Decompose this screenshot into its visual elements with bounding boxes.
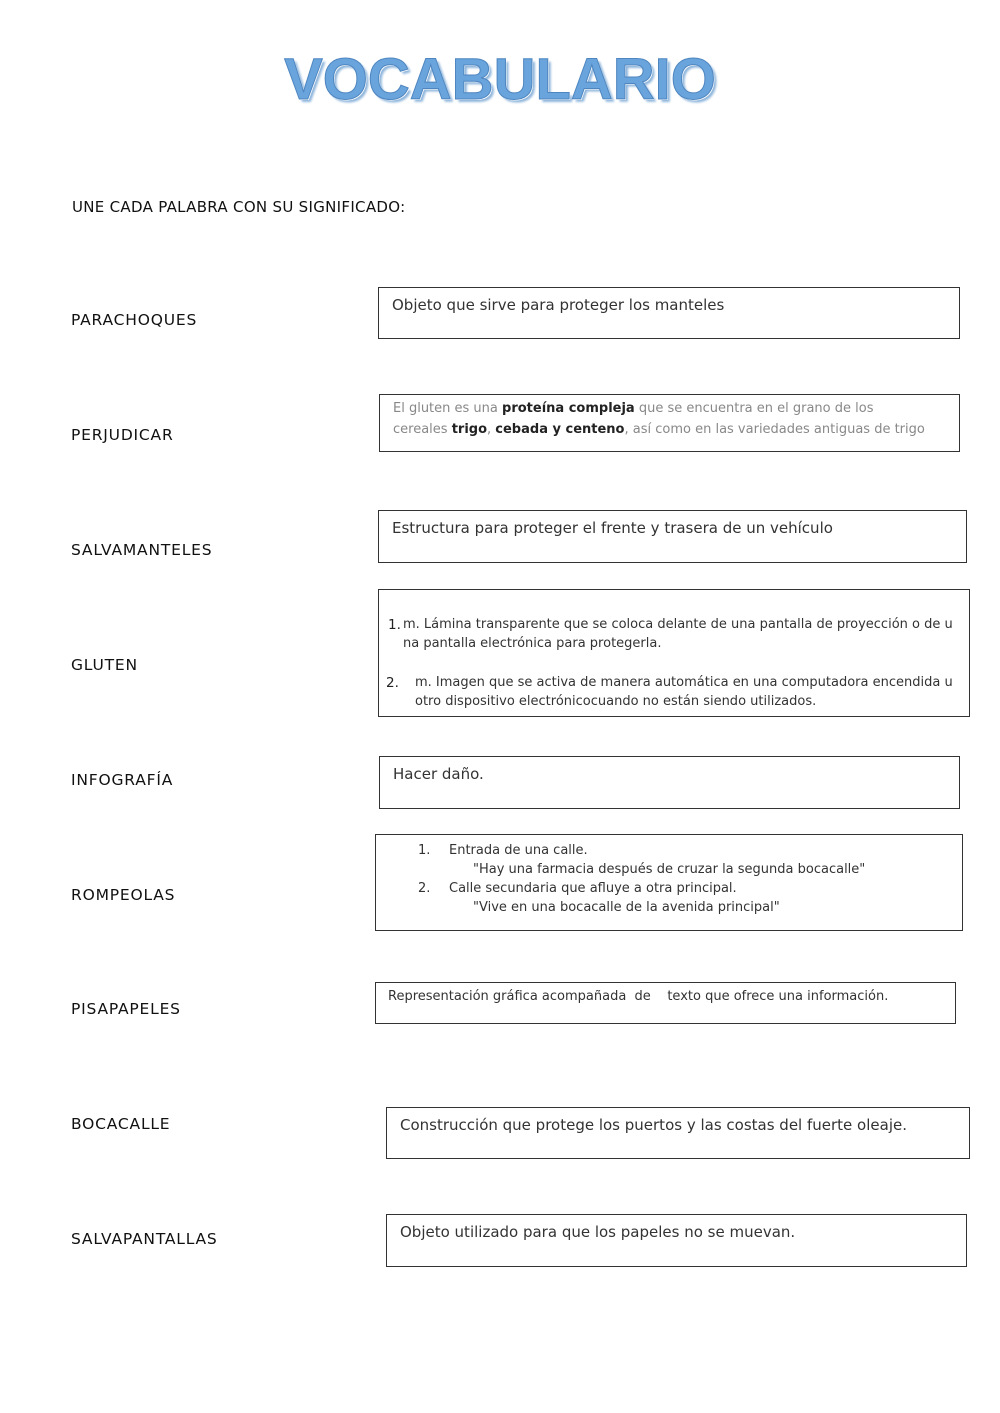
word-pisapapeles[interactable]: PISAPAPELES — [71, 1000, 181, 1018]
definition-box-3[interactable] — [378, 510, 967, 563]
definition-line: m. Lámina transparente que se coloca delante de una pantalla de proyección o de u — [403, 617, 953, 632]
definition-line: otro dispositivo electrónicocuando no están siendo utilizados. — [415, 694, 817, 709]
list-number: 2. — [418, 881, 431, 896]
word-gluten[interactable]: GLUTEN — [71, 656, 138, 674]
definition-line: El gluten es una proteína compleja que se encuentra en el grano de los — [393, 401, 874, 416]
definition-box-6[interactable] — [375, 834, 963, 931]
word-salvapantallas[interactable]: SALVAPANTALLAS — [71, 1230, 218, 1248]
definition-box-7[interactable] — [375, 982, 956, 1024]
word-rompeolas[interactable]: ROMPEOLAS — [71, 886, 176, 904]
definition-text: Objeto que sirve para proteger los manteles — [392, 296, 725, 314]
definition-text: Construcción que protege los puertos y las costas del fuerte oleaje. — [400, 1116, 907, 1134]
definition-box-5[interactable] — [379, 756, 960, 809]
definition-line: m. Imagen que se activa de manera automática en una computadora encendida u — [415, 675, 953, 690]
list-number: 1. — [388, 617, 401, 633]
word-infografia[interactable]: INFOGRAFÍA — [71, 771, 174, 789]
definition-text: Estructura para proteger el frente y trasera de un vehículo — [392, 519, 833, 537]
definition-line: Calle secundaria que afluye a otra principal. — [449, 881, 737, 896]
definition-box-9[interactable] — [386, 1214, 967, 1267]
definition-text: Representación gráfica acompañada de texto que ofrece una información. — [388, 989, 889, 1004]
word-salvamanteles[interactable]: SALVAMANTELES — [71, 541, 213, 559]
definition-line: na pantalla electrónica para protegerla. — [403, 636, 662, 651]
definition-line: Entrada de una calle. — [449, 843, 588, 858]
definition-example: "Vive en una bocacalle de la avenida principal" — [473, 900, 780, 915]
list-number: 2. — [386, 675, 399, 691]
word-parachoques[interactable]: PARACHOQUES — [71, 311, 198, 329]
word-perjudicar[interactable]: PERJUDICAR — [71, 426, 174, 444]
instruction: UNE CADA PALABRA CON SU SIGNIFICADO: — [72, 198, 406, 216]
definition-box-2[interactable] — [379, 394, 960, 452]
definition-box-1[interactable] — [378, 287, 960, 339]
definition-box-8[interactable] — [386, 1107, 970, 1159]
page-title: VOCABULARIO — [284, 47, 716, 112]
list-number: 1. — [418, 843, 431, 858]
definition-line: cereales trigo, cebada y centeno, así como en las variedades antiguas de trigo — [393, 422, 925, 437]
definition-example: "Hay una farmacia después de cruzar la segunda bocacalle" — [473, 862, 866, 877]
definition-text: Hacer daño. — [393, 765, 484, 783]
definition-box-4[interactable] — [378, 589, 970, 717]
definition-text: Objeto utilizado para que los papeles no se muevan. — [400, 1223, 796, 1241]
word-bocacalle[interactable]: BOCACALLE — [71, 1115, 171, 1133]
